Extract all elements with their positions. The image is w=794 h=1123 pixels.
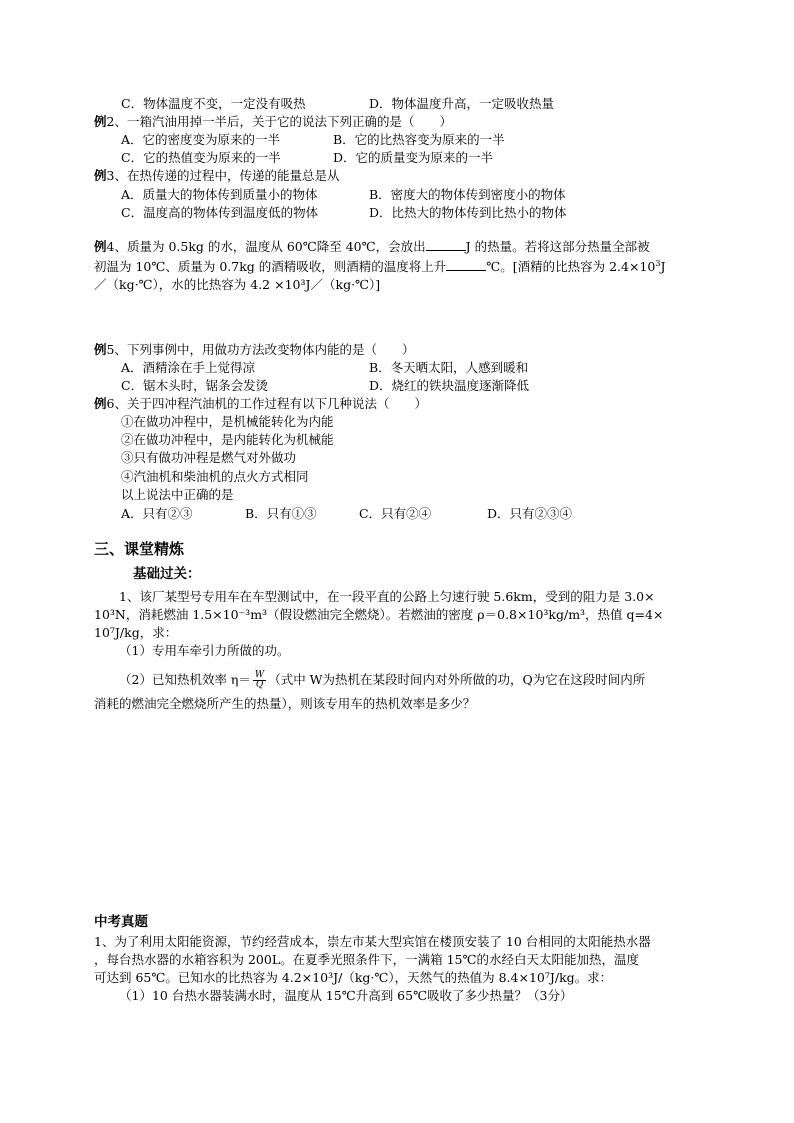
example-3-question bbox=[94, 168, 339, 184]
ex5-option-d: D．烧红的铁块温度逐渐降低 bbox=[369, 378, 530, 393]
answer-blank bbox=[426, 238, 466, 251]
exam-problem-line3: 可达到 65℃。已知水的比热容为 4.2×10³J/（kg·℃），天然气的热值为 8.4×10⁷J/kg。求： bbox=[94, 970, 613, 985]
efficiency-fraction bbox=[253, 671, 266, 690]
problem-1-question-2 bbox=[119, 671, 645, 690]
example-4-line2: 初温为 10℃、质量为 0.7kg 的酒精吸收，则酒精的温度将上升 ℃。[酒精的比热容为 $2.4\times 10^3J$ bbox=[94, 258, 666, 274]
example-text: 3、在热传递的过程中，传递的能量总是从 bbox=[106, 168, 340, 183]
ex3-option-d: D．比热大的物体传到比热小的物体 bbox=[369, 205, 567, 220]
ex6-option-b: B．只有①③ bbox=[245, 506, 317, 521]
ex2-option-d: D．它的质量变为原来的一半 bbox=[333, 150, 494, 165]
q2-text-b: （式中 W为热机在某段时间内对外所做的功，Q为它在这段时间内所 bbox=[268, 672, 646, 687]
example-2-question bbox=[94, 114, 452, 130]
ex4-text-a: 4、质量为 0.5kg 的水，温度从 60℃降至 40℃，会放出 bbox=[106, 239, 426, 254]
ex6-option-c: C．只有②④ bbox=[359, 506, 432, 521]
problem-1-line3: 10⁷J/kg，求： bbox=[94, 625, 178, 640]
ex6-statement-2: ②在做功冲程中，是内能转化为机械能 bbox=[121, 432, 334, 447]
ex4-text-b: J 的热量。若将这部分热量全部被 bbox=[465, 239, 650, 254]
answer-blank bbox=[446, 258, 486, 271]
example-4-line3: ／（kg·℃），水的比热容为 4.2 ×10³J／（kg·℃）] bbox=[94, 277, 381, 292]
ex2-option-a: A．它的密度变为原来的一半 bbox=[121, 132, 281, 147]
fraction-numerator: W bbox=[254, 670, 265, 680]
example-label: 例 bbox=[94, 168, 107, 183]
ex2-option-c: C．它的热值变为原来的一半 bbox=[121, 150, 281, 165]
ex5-option-c: C．锯木头时，锯条会发烫 bbox=[121, 378, 269, 393]
example-text: 2、一箱汽油用掉一半后，关于它的说法下列正确的是（ ） bbox=[106, 114, 452, 129]
ex3-option-a: A．质量大的物体传到质量小的物体 bbox=[121, 187, 318, 202]
exam-question-1: （1）10 台热水器装满水时，温度从 15℃升高到 65℃吸收了多少热量？（3分） bbox=[119, 988, 573, 1003]
ex5-option-a: A．酒精涂在手上觉得凉 bbox=[121, 360, 256, 375]
example-text: 6、关于四冲程汽油机的工作过程有以下几种说法（ ） bbox=[106, 396, 427, 411]
example-6-question bbox=[94, 396, 427, 412]
option-d-line: D．物体温度升高，一定吸收热量 bbox=[369, 96, 555, 111]
example-label: 例 bbox=[94, 396, 107, 411]
ex4-text-c: 初温为 10℃、质量为 0.7kg 的酒精吸收，则酒精的温度将上升 bbox=[94, 259, 447, 274]
ex6-statement-1: ①在做功冲程中，是机械能转化为内能 bbox=[121, 414, 334, 429]
ex4-text-d: ℃。[酒精的比热容为 2.4×10 bbox=[486, 259, 656, 274]
exam-problem-line2: ，每台热水器的水箱容积为 200L。在夏季光照条件下，一满箱 15℃的水经白天太阳能加热，温度 bbox=[94, 952, 639, 967]
fraction-denominator: Q bbox=[255, 680, 264, 690]
option-c-line: C．物体温度不变，一定没有吸热 bbox=[121, 96, 306, 111]
problem-1-line2: 10³N，消耗燃油 1.5×10⁻³m³（假设燃油完全燃烧）。若燃油的密度 ρ＝0.8×10³kg/m³，热值 q=4× bbox=[94, 607, 664, 622]
ex3-option-c: C．温度高的物体传到温度低的物体 bbox=[121, 205, 319, 220]
ex2-option-b: B．它的比热容变为原来的一半 bbox=[333, 132, 505, 147]
ex4-text-e: J bbox=[660, 259, 666, 274]
ex3-option-b: B．密度大的物体传到密度小的物体 bbox=[369, 187, 566, 202]
example-label: 例 bbox=[94, 114, 107, 129]
ex6-option-a: A．只有②③ bbox=[121, 506, 193, 521]
problem-1-question-1: （1）专用车牵引力所做的功。 bbox=[119, 643, 290, 658]
example-text: 5、下列事例中，用做功方法改变物体内能的是（ ） bbox=[106, 342, 415, 357]
exam-heading: 中考真题 bbox=[94, 914, 148, 930]
ex6-prompt: 以上说法中正确的是 bbox=[121, 487, 234, 502]
example-4-line1 bbox=[94, 238, 650, 255]
problem-1-line1: 1、该厂某型号专用车在车型测试中，在一段平直的公路上匀速行驶 5.6km，受到的阻力是 3.0× bbox=[119, 589, 655, 604]
example-label: 例 bbox=[94, 342, 107, 357]
example-5-question bbox=[94, 342, 414, 358]
ex6-option-d: D．只有②③④ bbox=[487, 506, 573, 521]
ex6-statement-3: ③只有做功冲程是燃气对外做功 bbox=[121, 450, 297, 465]
subsection-heading: 基础过关： bbox=[133, 566, 201, 582]
example-label: 例 bbox=[94, 239, 107, 254]
ex6-statement-4: ④汽油机和柴油机的点火方式相同 bbox=[121, 469, 309, 484]
exam-problem-line1: 1、为了利用太阳能资源，节约经营成本，崇左市某大型宾馆在楼顶安装了 10 台相同的太阳能热水器 bbox=[94, 934, 651, 949]
problem-1-question-2-cont: 消耗的燃油完全燃烧所产生的热量），则该专用车的热机效率是多少？ bbox=[94, 696, 476, 711]
q2-text-a: （2）已知热机效率 η＝ bbox=[119, 672, 251, 687]
section-heading: 三、课堂精炼 bbox=[94, 540, 185, 558]
ex5-option-b: B．冬天晒太阳，人感到暖和 bbox=[369, 360, 529, 375]
